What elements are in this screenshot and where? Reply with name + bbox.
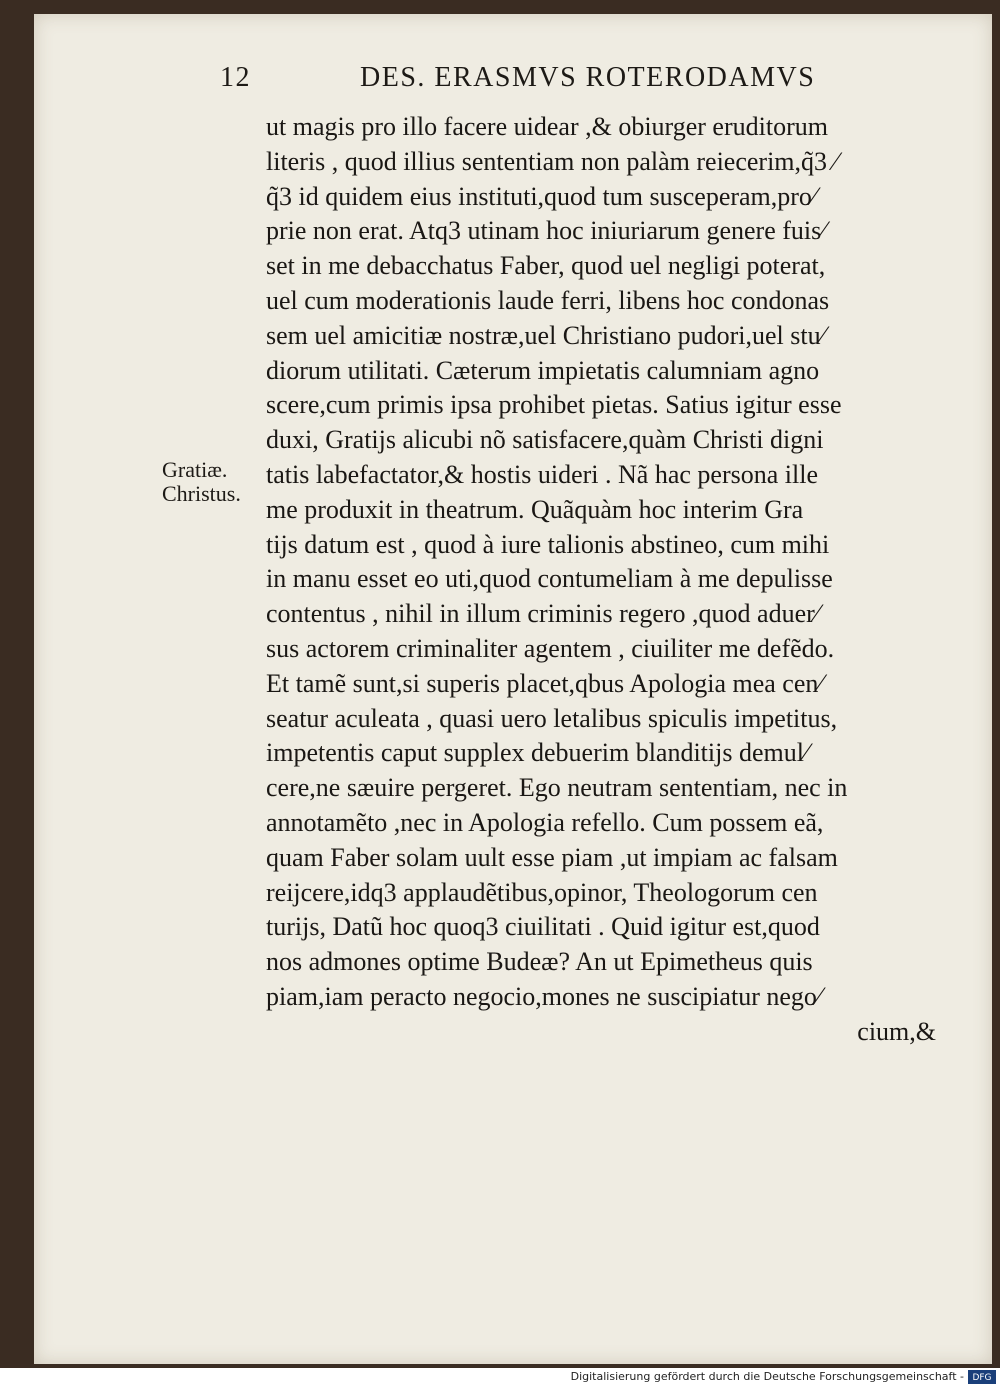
digitization-credit: Digitalisierung gefördert durch die Deutsche Forschungsgemeinschaft -: [570, 1370, 964, 1383]
text-line: sus actorem criminaliter agentem , ciuiliter me defẽdo.: [266, 633, 835, 663]
text-line: contentus , nihil in illum criminis regero ,quod aduer⁄: [266, 599, 820, 629]
margin-note-line: Christus.: [162, 481, 241, 506]
page-number: 12: [220, 62, 251, 93]
text-line: quam Faber solam uult esse piam ,ut impiam ac falsam: [266, 842, 838, 872]
text-line: piam,iam peracto negocio,mones ne suscipiatur nego⁄: [266, 981, 822, 1011]
text-line: scere,cum primis ipsa prohibet pietas. Satius igitur esse: [266, 390, 842, 420]
text-line: tatis labefactator,& hostis uideri . Nã hac persona ille: [266, 459, 818, 489]
text-line: seatur aculeata , quasi uero letalibus spiculis impetitus,: [266, 703, 838, 733]
margin-note: [162, 458, 272, 506]
text-line: q̃3 id quidem eius instituti,quod tum susceperam,pro⁄: [266, 181, 817, 211]
text-line: literis , quod illius sententiam non palàm reiecerim,q̃3 ⁄: [266, 146, 838, 176]
text-line: cere,ne sæuire pergeret. Ego neutram sententiam, nec in: [266, 773, 848, 803]
text-line: impetentis caput supplex debuerim blanditijs demul⁄: [266, 738, 809, 768]
dfg-logo: DFG: [968, 1370, 996, 1384]
text-line: in manu esset eo uti,quod contumeliam à me depulisse: [266, 564, 833, 594]
text-line: Et tamẽ sunt,si superis placet,qbus Apologia mea cen⁄: [266, 668, 823, 698]
text-line: ut magis pro illo facere uidear ,& obiurger eruditorum: [266, 112, 828, 141]
text-line: me produxit in theatrum. Quãquàm hoc interim Gra: [266, 494, 804, 524]
text-line: sem uel amicitiæ nostræ,uel Christiano pudori,uel stu⁄: [266, 320, 825, 350]
body-text: [266, 110, 946, 1050]
text-line: turijs, Datũ hoc quoq3 ciuilitati . Quid igitur est,quod: [266, 912, 820, 942]
text-line: reijcere,idq3 applaudẽtibus,opinor, Theologorum cen: [266, 877, 818, 907]
text-line: annotamẽto ,nec in Apologia refello. Cum possem eã,: [266, 807, 824, 837]
text-line: duxi, Gratijs alicubi nõ satisfacere,quàm Christi digni: [266, 425, 824, 455]
text-line: diorum utilitati. Cæterum impietatis calumniam agno: [266, 355, 820, 385]
margin-note-line: Gratiæ.: [162, 457, 228, 482]
catchword: cium,&: [857, 1016, 936, 1046]
text-line: prie non erat. Atq3 utinam hoc iniuriarum genere fuis⁄: [266, 216, 826, 246]
running-title: DES. ERASMVS ROTERODAMVS: [360, 62, 816, 93]
text-line: uel cum moderationis laude ferri, libens hoc condonas: [266, 285, 830, 315]
running-head: [220, 62, 870, 102]
text-line: set in me debacchatus Faber, quod uel negligi poterat,: [266, 251, 826, 281]
text-line: tijs datum est , quod à iure talionis abstineo, cum mihi: [266, 529, 830, 559]
text-line: nos admones optime Budeæ? An ut Epimetheus quis: [266, 947, 813, 977]
